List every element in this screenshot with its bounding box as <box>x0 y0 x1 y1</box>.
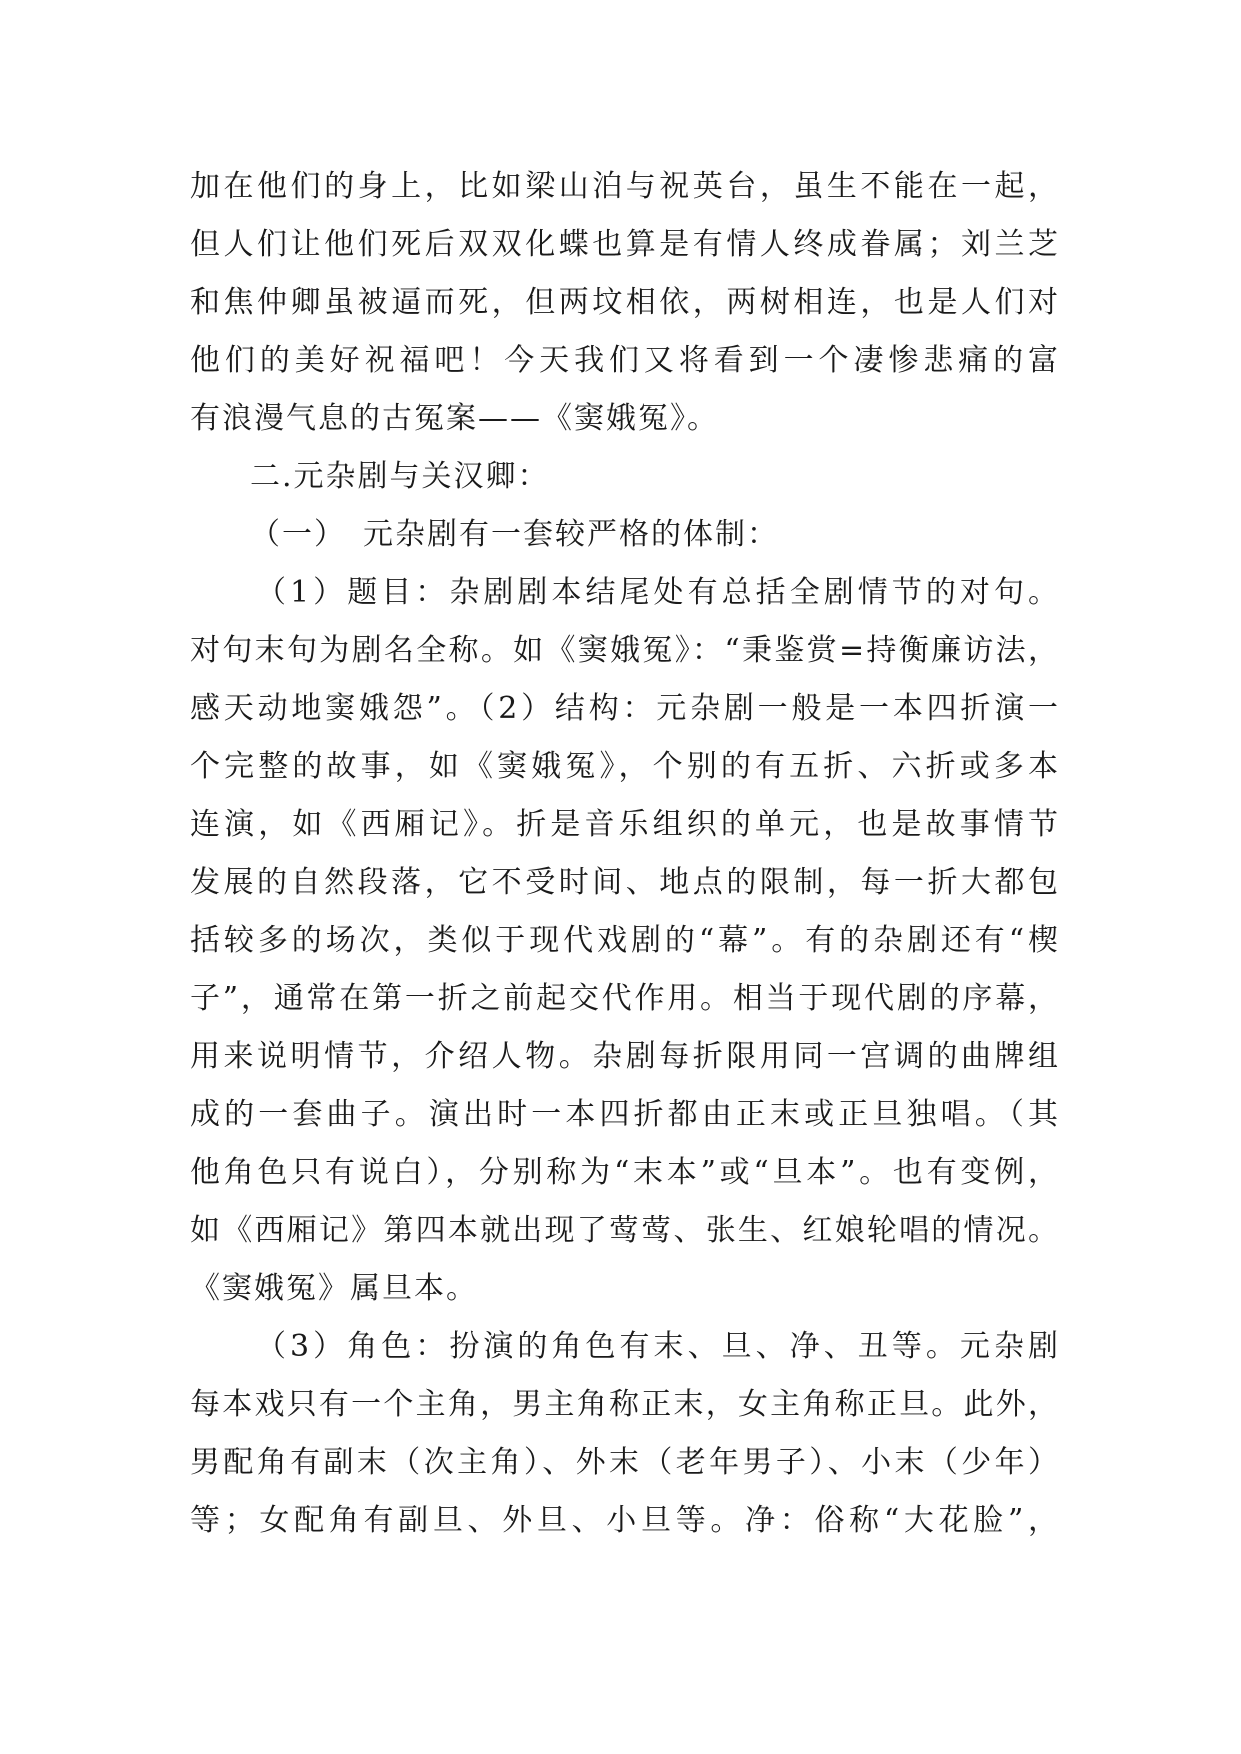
text-line: 等；女配角有副旦、外旦、小旦等。净：俗称“大花脸”， <box>190 1503 1060 1538</box>
body-text <box>190 158 1060 1550</box>
text-line: 如《西厢记》第四本就出现了莺莺、张生、红娘轮唱的情况。 <box>190 1213 1060 1248</box>
text-line: 用来说明情节，介绍人物。杂剧每折限用同一宫调的曲牌组 <box>190 1039 1060 1074</box>
text-line: 每本戏只有一个主角，男主角称正末，女主角称正旦。此外， <box>190 1387 1060 1422</box>
text-line: 他们的美好祝福吧！今天我们又将看到一个凄惨悲痛的富 <box>190 343 1060 378</box>
text-line: 发展的自然段落，它不受时间、地点的限制，每一折大都包 <box>190 865 1060 900</box>
text-line: 男配角有副末（次主角）、外末（老年男子）、小末（少年） <box>190 1445 1060 1480</box>
text-line: （3）角色：扮演的角色有末、旦、净、丑等。元杂剧 <box>256 1329 1060 1364</box>
text-line: 对句末句为剧名全称。如《窦娥冤》：“秉鉴赏=持衡廉访法， <box>190 633 1060 668</box>
text-line: 和焦仲卿虽被逼而死，但两坟相依，两树相连，也是人们对 <box>190 285 1060 320</box>
section-heading: 二.元杂剧与关汉卿： <box>250 459 550 494</box>
text-line: 有浪漫气息的古冤案——《窦娥冤》。 <box>190 401 719 436</box>
text-line: 成的一套曲子。演出时一本四折都由正末或正旦独唱。（其 <box>190 1097 1060 1132</box>
text-line: 连演，如《西厢记》。折是音乐组织的单元，也是故事情节 <box>190 807 1060 842</box>
text-line: 《窦娥冤》属旦本。 <box>190 1271 478 1306</box>
text-line: 子”，通常在第一折之前起交代作用。相当于现代剧的序幕， <box>190 981 1060 1016</box>
text-line: 个完整的故事，如《窦娥冤》，个别的有五折、六折或多本 <box>190 749 1060 784</box>
text-line: 但人们让他们死后双双化蝶也算是有情人终成眷属；刘兰芝 <box>190 227 1060 262</box>
text-line: 他角色只有说白），分别称为“末本”或“旦本”。也有变例， <box>190 1155 1060 1190</box>
text-line: （1）题目：杂剧剧本结尾处有总括全剧情节的对句。 <box>256 575 1060 610</box>
text-line: 感天动地窦娥怨”。（2）结构：元杂剧一般是一本四折演一 <box>190 691 1060 726</box>
subsection-heading: （一） 元杂剧有一套较严格的体制： <box>250 517 779 552</box>
text-line: 括较多的场次，类似于现代戏剧的“幕”。有的杂剧还有“楔 <box>190 923 1060 958</box>
text-line: 加在他们的身上，比如梁山泊与祝英台，虽生不能在一起， <box>190 169 1060 204</box>
